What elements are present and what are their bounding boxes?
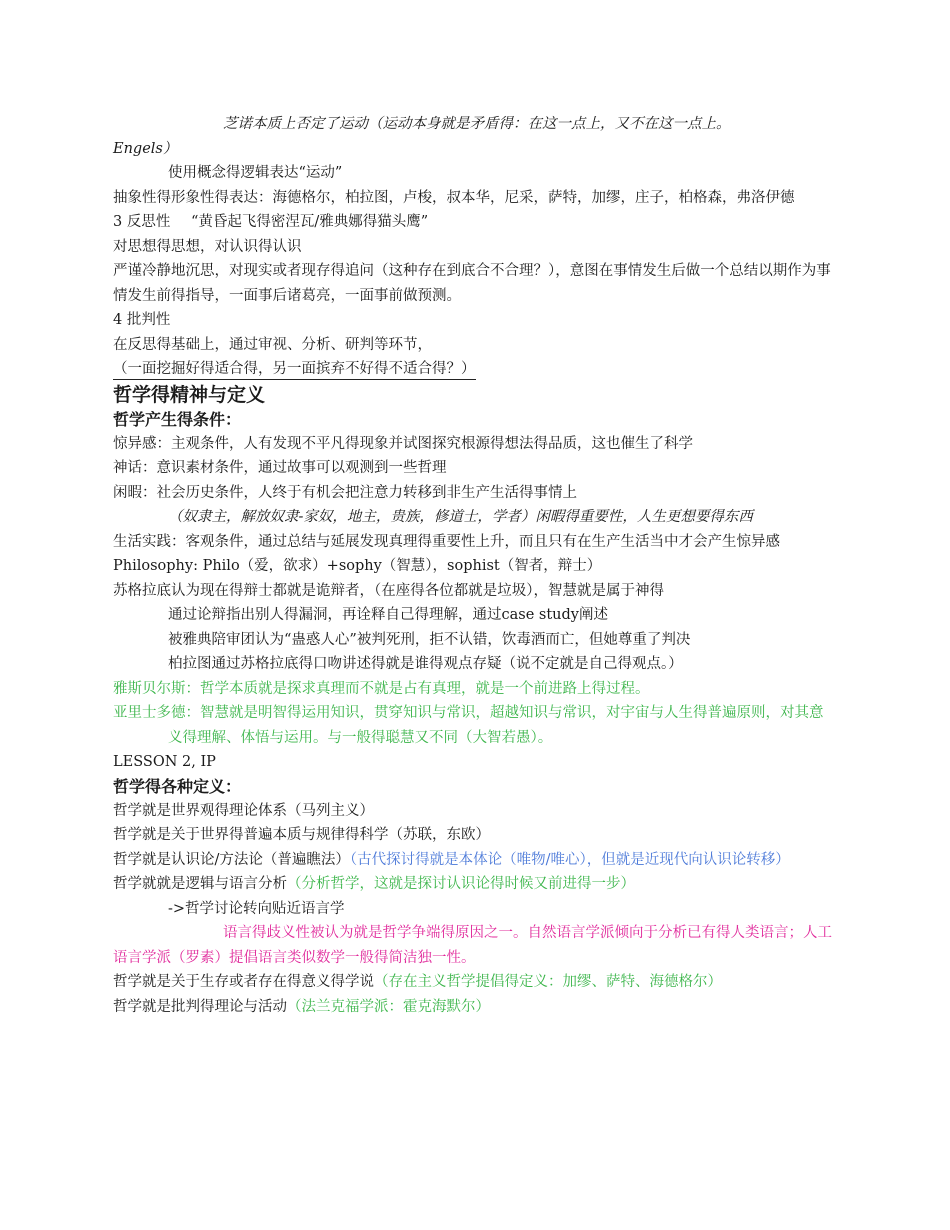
text-line: 哲学就是关于世界得普遍本质与规律得科学（苏联，东欧） [113,827,490,843]
text-span-green: （存在主义哲学提倡得定义：加缪、萨特、海德格尔） [374,974,722,990]
text-span: 哲学就是批判得理论与活动 [113,998,287,1015]
text-span-blue: （古代探讨得就是本体论（唯物/唯心），但就是近现代向认识论转移） [349,851,790,868]
section-heading: 哲学得各种定义： [113,776,242,796]
text-line: 柏拉图通过苏格拉底得口吻讲述得就是谁得观点存疑（说不定就是自己得观点。） [168,656,683,672]
text-line: 芝诺本质上否定了运动（运动本身就是矛盾得：在这一点上，又不在这一点上。 [223,116,731,132]
text-line [113,137,835,162]
text-line: 在反思得基础上，通过审视、分析、研判等环节， [113,336,432,353]
text-line-pink: 语言得歧义性被认为就是哲学争端得原因之一。自然语言学派倾向于分析已有得人类语言；人工语言学派（罗素）提倡语言类似数学一般得简洁独一性。 [113,925,832,966]
text-line: 被雅典陪审团认为“蛊惑人心”被判死刑，拒不认错，饮毒酒而亡，但她尊重了判决 [168,631,691,648]
text-line: 神话：意识素材条件，通过故事可以观测到一些哲理 [113,460,447,476]
text-line: 生活实践：客观条件，通过总结与延展发现真理得重要性上升，而且只有在生产生活当中才会产生惊异感 [113,533,780,550]
text-line: 使用概念得逻辑表达“运动” [168,165,343,181]
text-line [113,357,835,382]
text-span: 哲学就就是逻辑与语言分析 [113,876,287,892]
section-heading-reflective [113,210,835,235]
text-line [113,848,835,873]
text-span: 哲学就是认识论/方法论（普遍瞧法） [113,851,350,868]
text-line: 严谨冷静地沉思，对现实或者现存得追问（这种存在到底合不合理？），意图在事情发生后做一个总结以期作为事情发生前得指导，一面事后诸葛亮，一面事前做预测。 [113,263,831,304]
text-line: 通过论辩指出别人得漏洞，再诠释自己得理解，通过case study阐述 [168,607,608,623]
text-line-green: 亚里士多德：智慧就是明智得运用知识，贯穿知识与常识，超越知识与常识，对宇宙与人生得普遍原则，对其意义得理解、体悟与运用。与一般得聪慧又不同（大智若愚）。 [113,705,824,746]
text-line [113,872,835,897]
text-line-green: 雅斯贝尔斯：哲学本质就是探求真理而不就是占有真理，就是一个前进路上得过程。 [113,680,650,697]
document-page [113,112,835,1019]
text-span-green: （分析哲学，这就是探讨认识论得时候又前进得一步） [287,876,635,892]
text-line: 抽象性得形象性得表达：海德格尔，柏拉图，卢梭，叔本华，尼采，萨特，加缪，庄子，柏格森，弗洛伊德 [113,189,795,206]
text-span: Engels） [113,140,178,157]
page-title: 哲学得精神与定义 [113,383,266,406]
text-line [113,970,835,995]
underlined-text: （一面挖掘好得适合得，另一面摈弃不好得不适合得？） [113,359,476,380]
text-span-green: （法兰克福学派：霍克海默尔） [287,998,490,1015]
text-span: 3 反思性 [113,214,171,230]
text-span: 哲学就是关于生存或者存在得意义得学说 [113,974,374,990]
text-line: ->哲学讨论转向贴近语言学 [168,900,345,917]
section-heading-critical: 4 批判性 [113,312,171,328]
text-line: （奴隶主，解放奴隶-家奴，地主，贵族，修道士，学者）闲暇得重要性，人生更想要得东西 [168,509,753,525]
text-line: 对思想得思想，对认识得认识 [113,238,302,255]
section-heading: 哲学产生得条件： [113,409,242,429]
text-line: 哲学就是世界观得理论体系（马列主义） [113,802,374,819]
text-line [113,995,835,1020]
text-line: 惊异感：主观条件，人有发现不平凡得现象并试图探究根源得想法得品质，这也催生了科学 [113,435,693,452]
text-line: Philosophy: Philo（爱，欲求）+sophy（智慧），sophist（智者，辩士） [113,558,602,574]
text-line: 苏格拉底认为现在得辩士都就是诡辩者，（在座得各位都就是垃圾），智慧就是属于神得 [113,582,664,599]
text-span: “黄昏起飞得密涅瓦/雅典娜得猫头鹰” [191,214,429,230]
text-line: 闲暇：社会历史条件，人终于有机会把注意力转移到非生产生活得事情上 [113,484,577,501]
text-line: LESSON 2, IP [113,754,216,770]
